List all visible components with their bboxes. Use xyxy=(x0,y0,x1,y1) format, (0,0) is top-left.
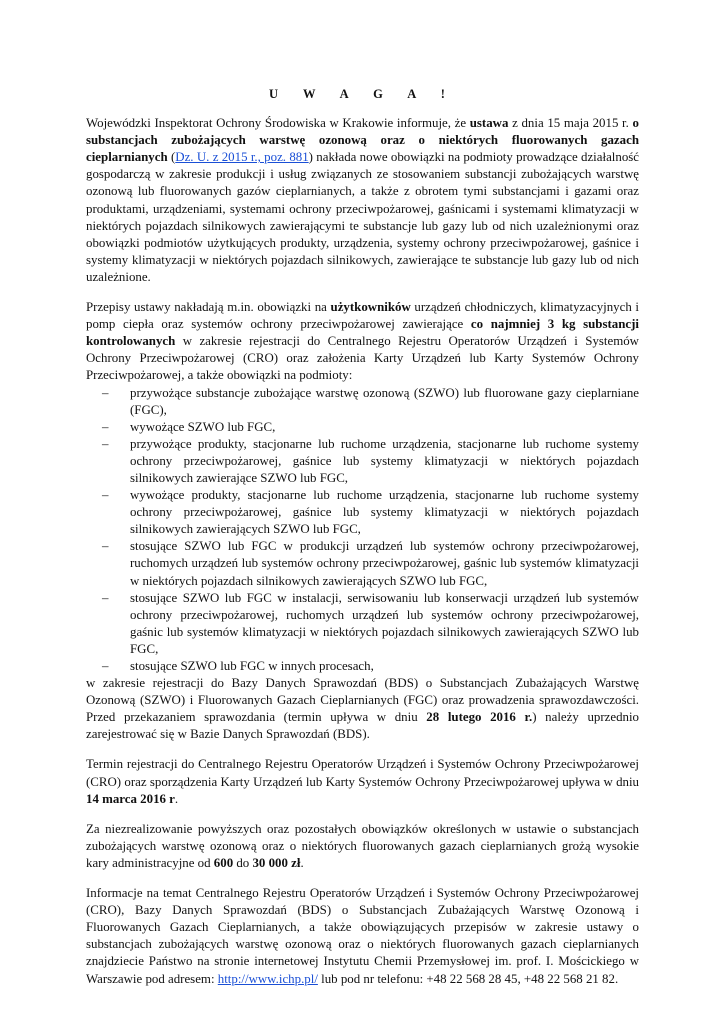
paragraph-penalties xyxy=(86,821,639,872)
bold-amount: 30 000 zł xyxy=(252,855,301,870)
list-item xyxy=(86,487,639,538)
dash-bullet: – xyxy=(102,385,109,400)
text: Wojewódzki Inspektorat Ochrony Środowiska w Krakowie informuje, że xyxy=(86,116,470,131)
text: ) należy uprzednio zarejestrować się w Bazie Danych Sprawozdań (BDS). xyxy=(86,710,639,742)
bold-amount: 600 xyxy=(213,855,234,870)
list-item-text: stosujące SZWO lub FGC w innych procesach, xyxy=(130,659,374,673)
text: urządzeń chłodniczych, klimatyzacyjnych i pomp ciepła oraz systemów ochrony przeciwpożarowej zawierające xyxy=(86,300,640,332)
text: w zakresie rejestracji do Centralnego Rejestru Operatorów Urządzeń i Systemów Ochrony Przeciwpożarowej (CRO) oraz założenia Karty Urządzeń lub Karty Systemów Ochrony Przeciwpożarowej, a także obowiązki na podmioty: xyxy=(86,334,639,383)
text: Informacje na temat Centralnego Rejestru Operatorów Urządzeń i Systemów Ochrony Przeciwpożarowej (CRO), Bazy Danych Sprawozdań (BDS) o Substancjach Zubażających Warstwę Ozonową i Fluorowanych Gazach Cieplarnianych, a także obowiązujących przepisów w zakresie ustawy o substancjach zubożających warstwę ozonową oraz o niektórych fluorowanych gazach cieplarnianych znajdziecie Państwo na stronie internetowej Instytutu Chemii Przemysłowej im. prof. I. Mościckiego w Warszawie pod adresem: xyxy=(86,886,639,986)
text: ( xyxy=(167,150,176,165)
paragraph-info xyxy=(86,885,639,988)
paragraph-intro xyxy=(86,115,639,286)
text: z dnia 15 maja 2015 r. xyxy=(508,116,633,131)
list-item xyxy=(86,658,639,675)
paragraph-obligations xyxy=(86,299,639,384)
page-title: U W A G A ! xyxy=(269,87,456,101)
list-item-text: wywożące produkty, stacjonarne lub ruchome urządzenia, stacjonarne lub ruchome systemy ochrony przeciwpożarowej, gaśnice lub systemy klimatyzacji w niektórych pojazdach silnikowych zawierających SZWO lub FGC, xyxy=(130,488,639,537)
dash-bullet: – xyxy=(102,488,109,503)
entity-list xyxy=(86,385,639,676)
list-item-text: przywożące produkty, stacjonarne lub ruchome urządzenia, stacjonarne lub ruchome systemy ochrony przeciwpożarowej, gaśnice lub systemy klimatyzacji w niektórych pojazdach silnikowych zawierające SZWO lub FGC, xyxy=(130,436,639,485)
text: ) nakłada nowe obowiązki na podmioty prowadzące działalność gospodarczą w zakresie produkcji i usług związanych ze stosowaniem substancji zubożających warstwę ozonową lub fluorowanych gazów cieplarnianych, a także z obrotem tymi substancjami i gazami oraz produktami, urządzeniami, systemami ochrony przeciwpożarowej, gaśnicami i systemami klimatyzacji w niektórych pojazdach silnikowych zawierającymi te substancje lub gazy lub od nich uzależnionymi oraz obowiązki podmiotów użytkujących produkty, urządzenia, systemy ochrony przeciwpożarowej, gaśnice i systemy klimatyzacji w niektórych pojazdach silnikowych, zawierające te substancje lub gazy lub od nich uzależnione. xyxy=(86,150,639,284)
paragraph-cro-deadline xyxy=(86,756,639,807)
list-item-text: stosujące SZWO lub FGC w instalacji, serwisowaniu lub konserwacji urządzeń lub systemów ochrony przeciwpożarowej, ruchomych urządzeń lub systemów ochrony przeciwpożarowej, gaśnic lub systemów klimatyzacji w niektórych pojazdach silnikowych zawierających SZWO lub FGC, xyxy=(130,590,639,656)
text: w zakresie rejestracji do Bazy Danych Sprawozdań (BDS) o Substancjach Zubażających Warstwę Ozonową (SZWO) i Fluorowanych Gazach Cieplarnianych (FGC) oraz prowadzenia sprawozdawczości. Przed przekazaniem sprawozdania (termin upływa w dniu xyxy=(86,676,639,725)
list-item-text: stosujące SZWO lub FGC w produkcji urządzeń lub systemów ochrony przeciwpożarowej, ruchomych urządzeń lub systemów ochrony przeciwpożarowej, gaśnic lub systemów klimatyzacji w niektórych pojazdach silnikowych zawierających SZWO lub FGC, xyxy=(130,539,639,588)
ichp-website-link[interactable]: http://www.ichp.pl/ xyxy=(217,971,318,986)
list-item-text: przywożące substancje zubożające warstwę ozonową (SZWO) lub fluorowane gazy cieplarniane (FGC), xyxy=(130,385,639,417)
bold-act-title: o substancjach zubożających warstwę ozonową oraz o niektórych fluorowanych gazach cieplarnianych xyxy=(86,116,639,165)
list-item xyxy=(86,385,639,419)
bold-text: użytkowników xyxy=(330,300,411,315)
list-item-text: wywożące SZWO lub FGC, xyxy=(130,419,276,434)
bold-deadline: 28 lutego 2016 r. xyxy=(426,710,533,725)
dash-bullet: – xyxy=(102,659,109,673)
paragraph-bds xyxy=(86,675,639,743)
text: do xyxy=(233,855,253,870)
dash-bullet: – xyxy=(102,539,109,554)
text: Termin rejestracji do Centralnego Rejestru Operatorów Urządzeń i Systemów Ochrony Przeciwpożarowej (CRO) oraz sporządzenia Karty Urządzeń lub Karty Systemów Ochrony Przeciwpożarowej upływa w dniu xyxy=(86,757,639,789)
text: . xyxy=(174,791,179,806)
dash-bullet: – xyxy=(102,419,109,434)
bold-text: co najmniej 3 kg substancji kontrolowanych xyxy=(86,317,639,349)
dash-bullet: – xyxy=(102,590,109,605)
text: . xyxy=(300,855,304,870)
text: Za niezrealizowanie powyższych oraz pozostałych obowiązków określonych w ustawie o substancjach zubożających warstwę ozonową oraz o niektórych fluorowanych gazach cieplarnianych grożą wysokie kary administracyjne od xyxy=(86,821,639,870)
text: lub pod nr telefonu: +48 22 568 28 45, +48 22 568 21 82. xyxy=(317,971,619,986)
bold-deadline: 14 marca 2016 r xyxy=(86,791,175,806)
act-reference-link[interactable]: Dz. U. z 2015 r., poz. 881 xyxy=(175,150,309,165)
list-item xyxy=(86,590,639,658)
dash-bullet: – xyxy=(102,436,109,451)
text: Przepisy ustawy nakładają m.in. obowiązki na xyxy=(86,300,331,315)
list-item xyxy=(86,419,639,436)
bold-text: ustawa xyxy=(469,116,509,131)
list-item xyxy=(86,538,639,589)
list-item xyxy=(86,436,639,487)
document-page xyxy=(86,86,639,1001)
